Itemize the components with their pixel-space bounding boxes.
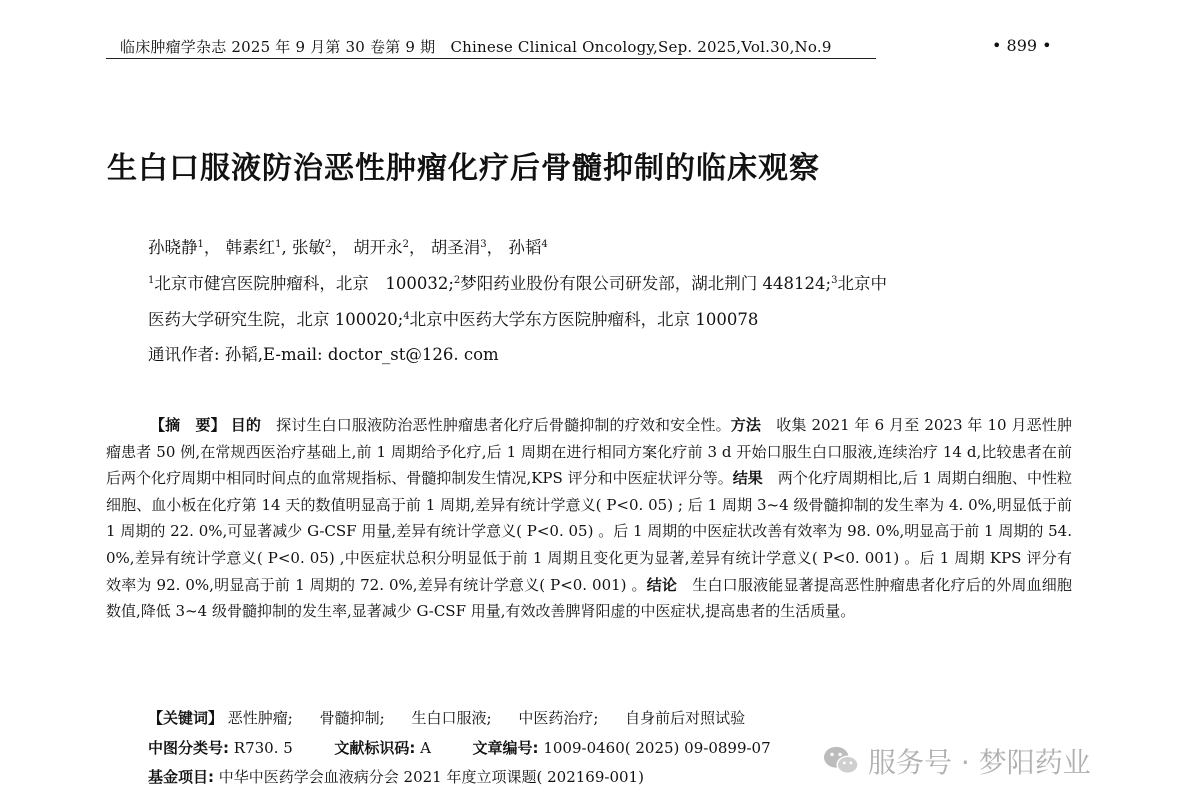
author-affiliation-mark: 1 — [275, 239, 282, 250]
affiliation-mark: 2 — [453, 275, 461, 286]
author-list: 孙晓静$^1$， 韩素红$^1$, 张敏$^2$， 胡开永$^2$， 胡圣涓$^3$， 孙韬$^4$ — [148, 238, 548, 257]
keyword: 骨髓抑制; — [319, 709, 385, 727]
author-affiliation-mark: 2 — [402, 239, 409, 250]
affiliation-text: 北京市健宫医院肿瘤科，北京 100032; — [154, 274, 454, 293]
abstract-label: 【摘 要】 — [150, 416, 226, 434]
affiliation-text: 北京中医药大学东方医院肿瘤科，北京 100078 — [409, 310, 759, 329]
wechat-logo-icon — [822, 744, 860, 778]
author-affiliation-mark: 2 — [325, 239, 332, 250]
affiliation-text: 梦阳药业股份有限公司研发部，湖北荆门 448124; — [460, 274, 832, 293]
method-text: 收集 2021 年 6 月至 2023 年 10 月恶性肿瘤患者 50 例,在常规西医治疗基础上,前 1 周期给予化疗,后 1 周期在进行相同方案化疗前 3 d 开始口服生白口服液,连续治疗 14 d,比较患者在前后两个化疗周期中相同时间点的血常规指标、骨髓抑制发生情况,KPS 评分和中医症状评分等。 — [106, 416, 1072, 488]
header-rule — [106, 58, 876, 59]
watermark — [822, 741, 1091, 781]
author-affiliation-mark: 1 — [197, 239, 204, 250]
author-affiliation-mark: 3 — [480, 239, 487, 250]
conclusion-text: 生白口服液能显著提高恶性肿瘤患者化疗后的外周血细胞数值,降低 3~4 级骨髓抑制的发生率,显著减少 G-CSF 用量,有效改善脾肾阳虚的中医症状,提高患者的生活质量。 — [106, 575, 1072, 621]
affiliation-text: 医药大学研究生院，北京 100020; — [148, 310, 404, 329]
author-name: 孙晓静 — [148, 238, 198, 257]
article-number-value: 1009-0460( 2025) 09-0899-07 — [543, 739, 771, 757]
doc-code-label: 文献标识码: — [334, 739, 416, 757]
affiliation-line-1 — [148, 270, 887, 294]
article-number-label: 文章编号: — [472, 739, 539, 757]
affiliation-mark: 3 — [831, 275, 838, 286]
clc-label: 中图分类号: — [148, 739, 229, 757]
result-label: 结果 — [732, 469, 763, 488]
method-label: 方法 — [730, 416, 762, 434]
affiliation-mark: 4 — [403, 311, 410, 322]
author-name: 张敏 — [292, 238, 325, 257]
affiliation-line-2 — [148, 306, 758, 330]
affiliation-mark: 1 — [148, 275, 155, 286]
author-name: 胡开永 — [353, 238, 403, 257]
fund-line — [148, 766, 644, 787]
page-number: • 899 • — [992, 36, 1052, 55]
journal-header: 临床肿瘤学杂志 2025 年 9 月第 30 卷第 9 期 Chinese Clinical Oncology,Sep. 2025,Vol.30,No.9 — [120, 38, 832, 56]
doc-code-value: A — [420, 739, 431, 757]
fund-label: 基金项目: — [148, 768, 214, 786]
affiliation-text: 北京中 — [837, 274, 887, 293]
abstract — [106, 412, 1072, 625]
keywords-label: 【关键词】 — [148, 709, 224, 727]
clc-value: R730. 5 — [233, 739, 293, 757]
author-name: 孙韬 — [508, 238, 542, 257]
keyword: 生白口服液; — [411, 709, 492, 727]
conclusion-label: 结论 — [646, 575, 678, 594]
keyword: 自身前后对照试验 — [625, 709, 746, 727]
author-name: 韩素红 — [225, 238, 276, 257]
paper-title: 生白口服液防治恶性肿瘤化疗后骨髓抑制的临床观察 — [107, 151, 820, 186]
author-name: 胡圣涓 — [430, 238, 481, 257]
aim-label: 目的 — [230, 416, 262, 434]
keyword: 恶性肿瘤; — [227, 709, 293, 727]
aim-text: 探讨生白口服液防治恶性肿瘤患者化疗后骨髓抑制的疗效和安全性。 — [261, 416, 731, 434]
classification-line — [148, 737, 771, 758]
keyword: 中医药治疗; — [518, 709, 599, 727]
result-text: 两个化疗周期相比,后 1 周期白细胞、中性粒细胞、血小板在化疗第 14 天的数值明显高于前 1 周期,差异有统计学意义( P<0. 05) ; 后 1 周期 3~4 级骨髓抑制的发生率为 4. 0%,明显低于前 1 周期的 22. 0%,可显著减少 G-CSF 用量,差异有统计学意义( P<0. 05) 。后 1 周期的中医症状改善有效率为 98. 0%,明显高于前 1 周期的 54. 0%,差异有统计学意义( P<0. 05) ,中医症状总积分明显低于前 1 周期且变化更为显著,差异有统计学意义( P<0. 001) 。后 1 周期 KPS 评分有效率为 92. 0%,明显高于前 1 周期的 72. 0%,差异有统计学意义( P<0. 001) 。 — [106, 469, 1072, 594]
keywords — [148, 707, 745, 728]
watermark-text: 服务号 · 梦阳药业 — [868, 746, 1091, 779]
author-affiliation-mark: 4 — [541, 239, 548, 250]
fund-text: 中华中医药学会血液病分会 2021 年度立项课题( 202169-001) — [218, 768, 644, 786]
correspondence: 通讯作者: 孙韬,E-mail: doctor_st@126. com — [148, 345, 499, 364]
